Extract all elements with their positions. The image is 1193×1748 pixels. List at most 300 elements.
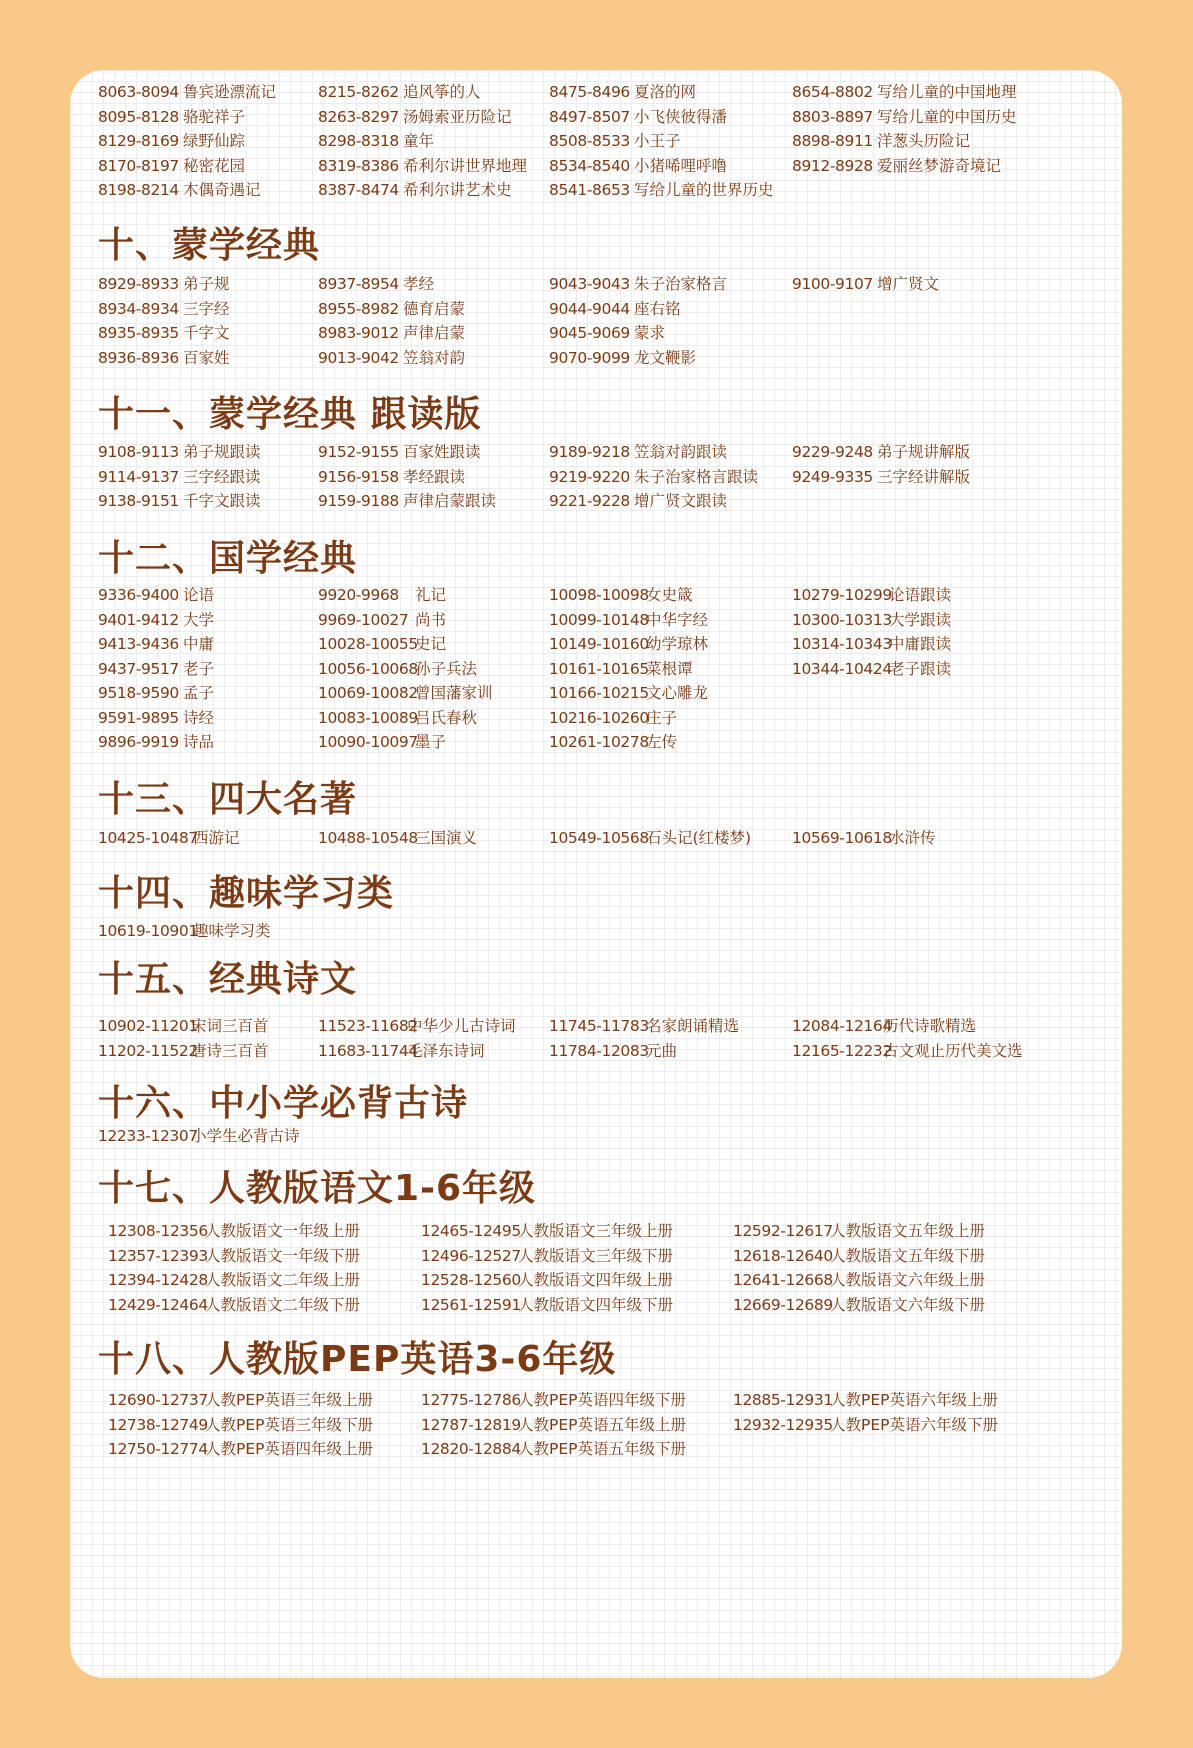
entry-code: 11523-11682	[318, 1017, 418, 1035]
entry-title: 人教PEP英语六年级上册	[830, 1391, 998, 1409]
entry-code: 12429-12464	[108, 1295, 208, 1314]
entry-title: 龙文鞭影	[634, 348, 697, 367]
entry-code: 12561-12591	[421, 1295, 521, 1314]
entry-title: 元曲	[646, 1041, 678, 1060]
catalog-entry	[98, 82, 276, 102]
entry-code: 9013-9042	[318, 348, 399, 367]
catalog-entry	[318, 467, 465, 487]
entry-title: 希利尔讲艺术史	[403, 181, 512, 199]
catalog-entry	[733, 1270, 985, 1290]
catalog-entry	[421, 1439, 686, 1459]
entry-title: 吕氏春秋	[415, 708, 478, 727]
entry-code: 9138-9151	[98, 492, 179, 510]
entry-title: 人教PEP英语三年级上册	[205, 1391, 373, 1409]
catalog-entry	[98, 1126, 300, 1146]
catalog-entry	[318, 491, 496, 511]
catalog-entry	[549, 683, 708, 703]
catalog-entry	[318, 323, 465, 343]
catalog-entry	[549, 348, 696, 368]
catalog-entry	[98, 299, 230, 319]
entry-code: 10314-10343	[792, 635, 892, 653]
catalog-entry	[108, 1415, 373, 1435]
catalog-entry	[549, 659, 693, 679]
entry-title: 菜根谭	[646, 659, 693, 678]
entry-title: 人教PEP英语四年级上册	[205, 1440, 373, 1458]
entry-title: 女史箴	[646, 586, 693, 604]
catalog-entry	[318, 131, 434, 151]
entry-code: 9152-9155	[318, 443, 399, 461]
entry-code: 12750-12774	[108, 1440, 208, 1458]
catalog-entry	[421, 1270, 673, 1290]
catalog-entry	[549, 708, 677, 728]
entry-title: 中庸跟读	[889, 635, 952, 653]
entry-code: 12528-12560	[421, 1271, 521, 1289]
entry-title: 写给儿童的中国历史	[877, 107, 1017, 126]
entry-code: 10216-10260	[549, 708, 649, 727]
catalog-entry	[549, 610, 708, 630]
catalog-entry	[733, 1390, 998, 1410]
entry-title: 中华字经	[646, 610, 709, 629]
entry-code: 10425-10487	[98, 829, 198, 847]
entry-title: 人教PEP英语六年级下册	[830, 1415, 998, 1434]
section-heading: 十一、蒙学经典 跟读版	[98, 394, 482, 435]
catalog-entry	[421, 1246, 673, 1266]
entry-title: 秘密花园	[183, 156, 246, 175]
catalog-entry	[549, 107, 727, 127]
section-heading: 十三、四大名著	[98, 779, 358, 820]
catalog-entry	[549, 1016, 739, 1036]
entry-title: 千字文跟读	[183, 492, 261, 510]
entry-title: 孟子	[183, 684, 215, 702]
catalog-entry	[318, 1041, 485, 1061]
entry-code: 11202-11522	[98, 1041, 198, 1060]
catalog-entry	[733, 1221, 985, 1241]
entry-code: 10344-10424	[792, 659, 892, 678]
catalog-entry	[108, 1246, 360, 1266]
entry-title: 人教版语文四年级下册	[518, 1295, 674, 1314]
entry-title: 三字经跟读	[183, 467, 261, 486]
section-heading: 十八、人教版PEP英语3-6年级	[98, 1339, 617, 1380]
entry-title: 小王子	[634, 132, 681, 150]
entry-code: 12885-12931	[733, 1391, 833, 1409]
catalog-entry	[98, 683, 214, 703]
catalog-entry	[98, 274, 230, 294]
entry-title: 百家姓跟读	[403, 443, 481, 461]
entry-title: 朱子治家格言	[634, 275, 728, 293]
catalog-entry	[549, 732, 677, 752]
entry-title: 爱丽丝梦游奇境记	[877, 156, 1002, 175]
entry-code: 12618-12640	[733, 1246, 833, 1265]
catalog-entry	[318, 1016, 516, 1036]
catalog-entry	[549, 828, 751, 848]
catalog-entry	[318, 732, 446, 752]
entry-title: 人教PEP英语三年级下册	[205, 1415, 373, 1434]
entry-code: 8936-8936	[98, 348, 179, 367]
entry-title: 人教版语文三年级下册	[518, 1246, 674, 1265]
entry-title: 写给儿童的中国地理	[877, 83, 1017, 101]
entry-title: 人教版语文一年级上册	[205, 1222, 361, 1240]
entry-code: 9070-9099	[549, 348, 630, 367]
catalog-entry	[98, 1016, 269, 1036]
catalog-entry	[98, 107, 245, 127]
entry-code: 11784-12083	[549, 1041, 649, 1060]
entry-code: 9413-9436	[98, 635, 179, 653]
entry-title: 文心雕龙	[646, 684, 709, 702]
entry-code: 10300-10313	[792, 610, 892, 629]
entry-code: 9100-9107	[792, 275, 873, 293]
entry-code: 12233-12307	[98, 1127, 198, 1145]
entry-code: 12820-12884	[421, 1440, 521, 1458]
entry-code: 9229-9248	[792, 443, 873, 461]
entry-code: 9045-9069	[549, 324, 630, 342]
catalog-entry	[98, 442, 261, 462]
entry-title: 人教版语文二年级下册	[205, 1295, 361, 1314]
entry-code: 9114-9137	[98, 467, 179, 486]
catalog-entry	[421, 1221, 673, 1241]
entry-title: 三国演义	[415, 829, 478, 847]
catalog-entry	[549, 274, 727, 294]
entry-title: 古文观止历代美文选	[883, 1041, 1023, 1060]
catalog-entry	[792, 828, 936, 848]
catalog-entry	[421, 1295, 673, 1315]
entry-title: 历代诗歌精选	[883, 1017, 977, 1035]
entry-title: 童年	[403, 132, 435, 150]
entry-title: 弟子规跟读	[183, 443, 261, 461]
entry-title: 座右铭	[634, 299, 681, 318]
entry-title: 三字经	[183, 299, 230, 318]
catalog-entry	[318, 82, 481, 102]
catalog-entry	[318, 299, 465, 319]
entry-code: 12592-12617	[733, 1222, 833, 1240]
entry-code: 8497-8507	[549, 107, 630, 126]
entry-title: 鲁宾逊漂流记	[183, 83, 277, 101]
entry-code: 11683-11744	[318, 1041, 418, 1060]
catalog-entry	[98, 323, 230, 343]
entry-title: 人教版语文六年级下册	[830, 1295, 986, 1314]
catalog-entry	[108, 1390, 373, 1410]
entry-title: 声律启蒙	[403, 324, 466, 342]
catalog-entry	[549, 82, 696, 102]
catalog-entry	[108, 1221, 360, 1241]
entry-code: 8955-8982	[318, 299, 399, 318]
entry-code: 8198-8214	[98, 181, 179, 199]
catalog-entry	[733, 1415, 998, 1435]
catalog-entry	[318, 683, 493, 703]
entry-code: 8508-8533	[549, 132, 630, 150]
entry-title: 追风筝的人	[403, 83, 481, 101]
entry-code: 8898-8911	[792, 132, 873, 150]
catalog-entry	[549, 299, 681, 319]
entry-title: 人教PEP英语四年级下册	[518, 1391, 686, 1409]
entry-code: 8319-8386	[318, 156, 399, 175]
catalog-entry	[549, 323, 665, 343]
entry-code: 10261-10278	[549, 733, 649, 751]
catalog-entry	[98, 732, 214, 752]
entry-title: 绿野仙踪	[183, 132, 246, 150]
catalog-entry	[98, 180, 261, 200]
catalog-entry	[792, 442, 970, 462]
catalog-entry	[318, 180, 512, 200]
entry-title: 庄子	[646, 708, 678, 727]
entry-code: 12465-12495	[421, 1222, 521, 1240]
catalog-entry	[549, 491, 727, 511]
entry-title: 木偶奇遇记	[183, 181, 261, 199]
entry-title: 洋葱头历险记	[877, 132, 971, 150]
catalog-entry	[98, 156, 245, 176]
entry-code: 9336-9400	[98, 586, 179, 604]
entry-code: 8215-8262	[318, 83, 399, 101]
catalog-entry	[98, 491, 261, 511]
entry-title: 宋词三百首	[191, 1017, 269, 1035]
entry-title: 千字文	[183, 324, 230, 342]
catalog-entry	[98, 131, 245, 151]
section-heading: 十四、趣味学习类	[98, 873, 395, 914]
entry-code: 12738-12749	[108, 1415, 208, 1434]
entry-title: 笠翁对韵	[403, 348, 466, 367]
entry-title: 增广贤文跟读	[634, 492, 728, 510]
entry-title: 声律启蒙跟读	[403, 492, 497, 510]
entry-code: 10166-10215	[549, 684, 649, 702]
entry-code: 9896-9919	[98, 733, 179, 751]
entry-code: 12165-12232	[792, 1041, 892, 1060]
catalog-entry	[549, 442, 727, 462]
catalog-entry	[733, 1246, 985, 1266]
entry-title: 百家姓	[183, 348, 230, 367]
entry-code: 12496-12527	[421, 1246, 521, 1265]
entry-title: 趣味学习类	[193, 922, 271, 940]
entry-title: 墨子	[415, 733, 447, 751]
entry-title: 左传	[646, 733, 678, 751]
entry-title: 小学生必背古诗	[191, 1127, 300, 1145]
entry-title: 水浒传	[889, 829, 936, 847]
entry-code: 8935-8935	[98, 324, 179, 342]
catalog-entry	[549, 180, 774, 200]
entry-title: 夏洛的网	[634, 83, 697, 101]
entry-title: 人教PEP英语五年级下册	[518, 1440, 686, 1458]
entry-title: 人教PEP英语五年级上册	[518, 1415, 686, 1434]
entry-code: 12669-12689	[733, 1295, 833, 1314]
entry-title: 论语跟读	[889, 586, 952, 604]
entry-code: 8541-8653	[549, 181, 630, 199]
catalog-entry	[792, 1041, 1023, 1061]
entry-code: 10069-10082	[318, 684, 418, 702]
entry-title: 老子	[183, 659, 215, 678]
catalog-entry	[98, 348, 230, 368]
entry-code: 12775-12786	[421, 1391, 521, 1409]
entry-title: 蒙求	[634, 324, 666, 342]
entry-code: 9591-9895	[98, 708, 179, 727]
entry-code: 8934-8934	[98, 299, 179, 318]
entry-title: 人教版语文一年级下册	[205, 1246, 361, 1265]
entry-title: 老子跟读	[889, 659, 952, 678]
entry-code: 10161-10165	[549, 659, 649, 678]
entry-title: 人教版语文四年级上册	[518, 1271, 674, 1289]
entry-title: 石头记(红楼梦)	[646, 829, 752, 847]
entry-code: 9249-9335	[792, 467, 873, 486]
entry-code: 10902-11201	[98, 1017, 198, 1035]
catalog-entry	[98, 828, 240, 848]
entry-code: 12932-12935	[733, 1415, 833, 1434]
catalog-entry	[792, 274, 939, 294]
section-heading: 十五、经典诗文	[98, 959, 358, 1000]
section-heading: 十、蒙学经典	[98, 225, 321, 266]
entry-code: 10488-10548	[318, 829, 418, 847]
catalog-entry	[792, 82, 1017, 102]
entry-code: 8095-8128	[98, 107, 179, 126]
entry-code: 9437-9517	[98, 659, 179, 678]
entry-title: 德育启蒙	[403, 299, 466, 318]
entry-code: 10569-10618	[792, 829, 892, 847]
entry-code: 8263-8297	[318, 107, 399, 126]
catalog-entry	[549, 585, 693, 605]
entry-code: 9401-9412	[98, 610, 179, 629]
entry-code: 9518-9590	[98, 684, 179, 702]
entry-code: 10090-10097	[318, 733, 418, 751]
catalog-entry	[792, 610, 951, 630]
catalog-entry	[792, 467, 970, 487]
entry-title: 汤姆索亚历险记	[403, 107, 512, 126]
catalog-entry	[318, 828, 477, 848]
entry-code: 10028-10055	[318, 635, 418, 653]
catalog-entry	[98, 921, 271, 941]
catalog-entry	[98, 1041, 269, 1061]
entry-code: 9043-9043	[549, 275, 630, 293]
catalog-entry	[792, 585, 951, 605]
entry-title: 尚书	[415, 610, 447, 629]
catalog-entry	[318, 659, 477, 679]
catalog-entry	[549, 131, 681, 151]
entry-title: 人教版语文五年级下册	[830, 1246, 986, 1265]
entry-code: 9969-10027	[318, 610, 409, 629]
entry-title: 人教版语文三年级上册	[518, 1222, 674, 1240]
catalog-entry	[318, 442, 481, 462]
entry-code: 12641-12668	[733, 1271, 833, 1289]
entry-title: 小猪唏哩呼噜	[634, 156, 728, 175]
entry-code: 8534-8540	[549, 156, 630, 175]
catalog-entry	[98, 610, 214, 630]
entry-title: 孝经跟读	[403, 467, 466, 486]
catalog-entry	[792, 107, 1017, 127]
entry-code: 10098-10098	[549, 586, 649, 604]
catalog-entry	[108, 1295, 360, 1315]
entry-title: 唐诗三百首	[191, 1041, 269, 1060]
entry-code: 10083-10089	[318, 708, 418, 727]
entry-code: 12308-12356	[108, 1222, 208, 1240]
catalog-entry	[549, 1041, 677, 1061]
entry-title: 史记	[415, 635, 447, 653]
entry-code: 12357-12393	[108, 1246, 208, 1265]
entry-title: 名家朗诵精选	[646, 1017, 740, 1035]
entry-code: 8929-8933	[98, 275, 179, 293]
entry-code: 8912-8928	[792, 156, 873, 175]
entry-code: 10619-10901	[98, 922, 198, 940]
entry-code: 9189-9218	[549, 443, 630, 461]
entry-code: 9920-9968	[318, 586, 399, 604]
entry-code: 8298-8318	[318, 132, 399, 150]
catalog-entry	[421, 1415, 686, 1435]
entry-code: 9108-9113	[98, 443, 179, 461]
catalog-entry	[318, 634, 446, 654]
catalog-entry	[108, 1270, 360, 1290]
catalog-entry	[549, 467, 758, 487]
catalog-entry	[318, 274, 434, 294]
entry-title: 诗经	[183, 708, 215, 727]
section-heading: 十六、中小学必背古诗	[98, 1083, 469, 1124]
catalog-entry	[318, 107, 512, 127]
entry-code: 10099-10148	[549, 610, 649, 629]
entry-title: 笠翁对韵跟读	[634, 443, 728, 461]
entry-title: 西游记	[193, 829, 240, 847]
catalog-card	[70, 70, 1122, 1678]
entry-title: 人教版语文二年级上册	[205, 1271, 361, 1289]
entry-title: 人教版语文五年级上册	[830, 1222, 986, 1240]
entry-code: 12084-12164	[792, 1017, 892, 1035]
entry-title: 小飞侠彼得潘	[634, 107, 728, 126]
entry-title: 弟子规	[183, 275, 230, 293]
entry-title: 中华少儿古诗词	[407, 1017, 516, 1035]
entry-title: 孙子兵法	[415, 659, 478, 678]
entry-title: 毛泽东诗词	[407, 1041, 485, 1060]
catalog-entry	[98, 708, 214, 728]
catalog-entry	[549, 634, 708, 654]
catalog-entry	[318, 156, 527, 176]
entry-code: 8387-8474	[318, 181, 399, 199]
entry-code: 11745-11783	[549, 1017, 649, 1035]
catalog-entry	[98, 659, 214, 679]
entry-code: 10549-10568	[549, 829, 649, 847]
catalog-entry	[98, 467, 261, 487]
entry-title: 诗品	[183, 733, 215, 751]
catalog-entry	[792, 131, 970, 151]
catalog-entry	[549, 156, 727, 176]
section-heading: 十七、人教版语文1-6年级	[98, 1168, 537, 1209]
entry-code: 12690-12737	[108, 1391, 208, 1409]
entry-code: 9156-9158	[318, 467, 399, 486]
entry-title: 孝经	[403, 275, 435, 293]
entry-code: 8983-9012	[318, 324, 399, 342]
catalog-entry	[108, 1439, 373, 1459]
entry-title: 礼记	[415, 586, 447, 604]
entry-title: 大学	[183, 610, 215, 629]
entry-title: 弟子规讲解版	[877, 443, 971, 461]
catalog-entry	[421, 1390, 686, 1410]
entry-title: 幼学琼林	[646, 635, 709, 653]
entry-code: 10056-10068	[318, 659, 418, 678]
entry-title: 三字经讲解版	[877, 467, 971, 486]
entry-title: 论语	[183, 586, 215, 604]
catalog-entry	[792, 156, 1001, 176]
catalog-entry	[792, 659, 951, 679]
entry-title: 增广贤文	[877, 275, 940, 293]
entry-title: 曾国藩家训	[415, 684, 493, 702]
entry-code: 10149-10160	[549, 635, 649, 653]
catalog-entry	[318, 348, 465, 368]
entry-code: 12394-12428	[108, 1271, 208, 1289]
entry-code: 9044-9044	[549, 299, 630, 318]
entry-code: 8170-8197	[98, 156, 179, 175]
entry-title: 中庸	[183, 635, 215, 653]
catalog-entry	[733, 1295, 985, 1315]
entry-code: 12787-12819	[421, 1415, 521, 1434]
catalog-entry	[98, 585, 214, 605]
entry-code: 9221-9228	[549, 492, 630, 510]
entry-code: 8937-8954	[318, 275, 399, 293]
entry-code: 8129-8169	[98, 132, 179, 150]
catalog-entry	[792, 1016, 976, 1036]
entry-code: 9159-9188	[318, 492, 399, 510]
entry-title: 写给儿童的世界历史	[634, 181, 774, 199]
entry-code: 9219-9220	[549, 467, 630, 486]
